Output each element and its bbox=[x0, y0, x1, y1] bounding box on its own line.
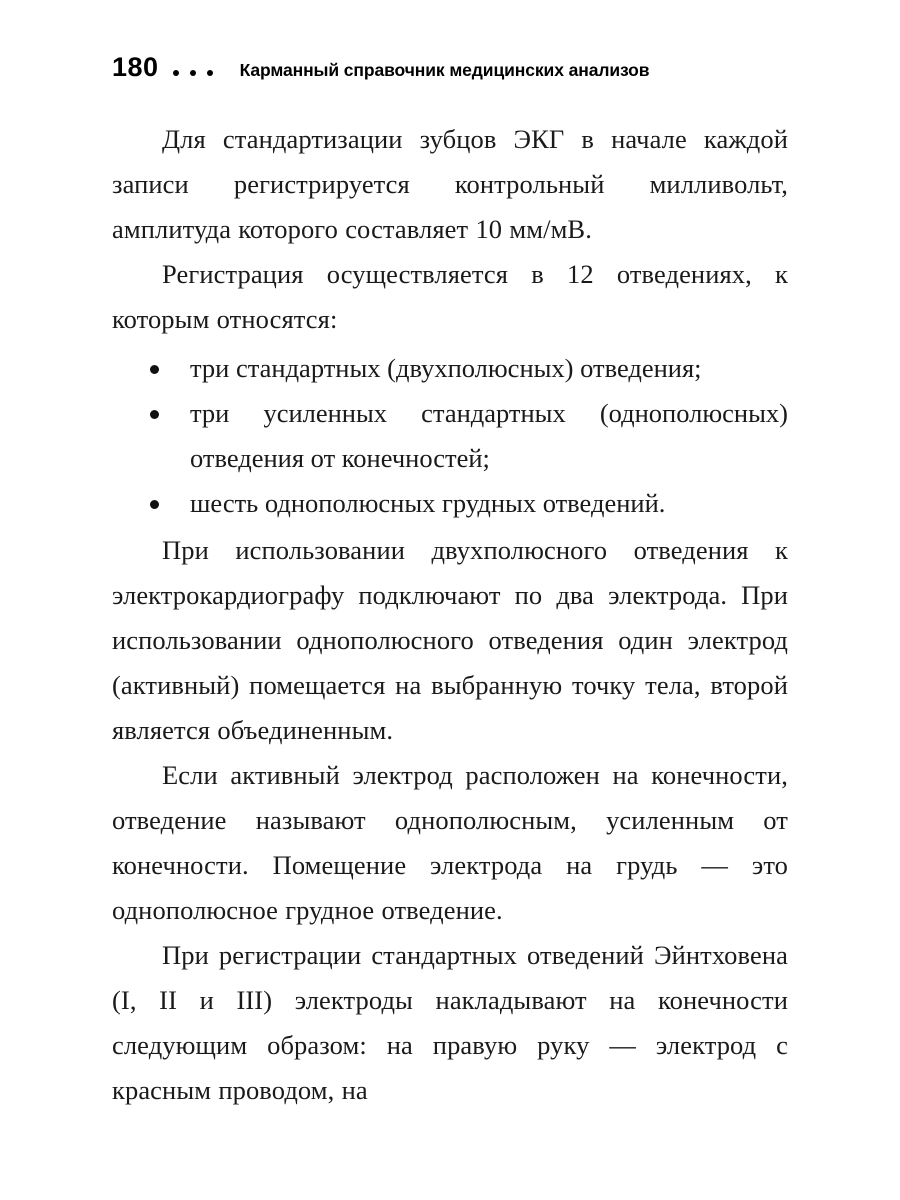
paragraph: Если активный электрод расположен на конечности, отведение называют однополюсным, усиленным от конечности. Помещение электрода на грудь — это однополюсное грудное отведение. bbox=[112, 760, 788, 925]
bullet-list bbox=[112, 346, 788, 526]
running-head bbox=[112, 52, 788, 83]
bullet-icon bbox=[150, 410, 159, 419]
running-title: Карманный справочник медицинских анализов bbox=[239, 60, 650, 80]
dot-separator-icon bbox=[173, 70, 224, 76]
paragraph: Для стандартизации зубцов ЭКГ в начале каждой записи регистрируется контрольный милливольт, амплитуда которого составляет 10 мм/мВ. bbox=[112, 124, 788, 244]
paragraph: Регистрация осуществляется в 12 отведениях, к которым относятся: bbox=[112, 259, 788, 334]
page-number: 180 bbox=[112, 52, 159, 82]
list-item-label: шесть однополюсных грудных отведений. bbox=[190, 488, 666, 518]
paragraph: При использовании двухполюсного отведения к электрокардиографу подключают по два электрода. При использовании однополюсного отведения один электрод (активный) помещается на выбранную точку тела, второй является объединенным. bbox=[112, 535, 788, 745]
bullet-icon bbox=[150, 365, 159, 374]
list-item bbox=[112, 481, 788, 526]
bullet-icon bbox=[150, 500, 159, 509]
list-item-label: три стандартных (двухполюсных) отведения; bbox=[190, 353, 702, 383]
paragraph: При регистрации стандартных отведений Эйнтховена (I, II и III) электроды накладывают на конечности следующим образом: на правую руку — электрод с красным проводом, на bbox=[112, 940, 788, 1105]
list-item bbox=[112, 391, 788, 481]
page-content bbox=[112, 52, 788, 1113]
list-item bbox=[112, 346, 788, 391]
list-item-label: три усиленных стандартных (однополюсных) отведения от конечностей; bbox=[190, 398, 788, 473]
